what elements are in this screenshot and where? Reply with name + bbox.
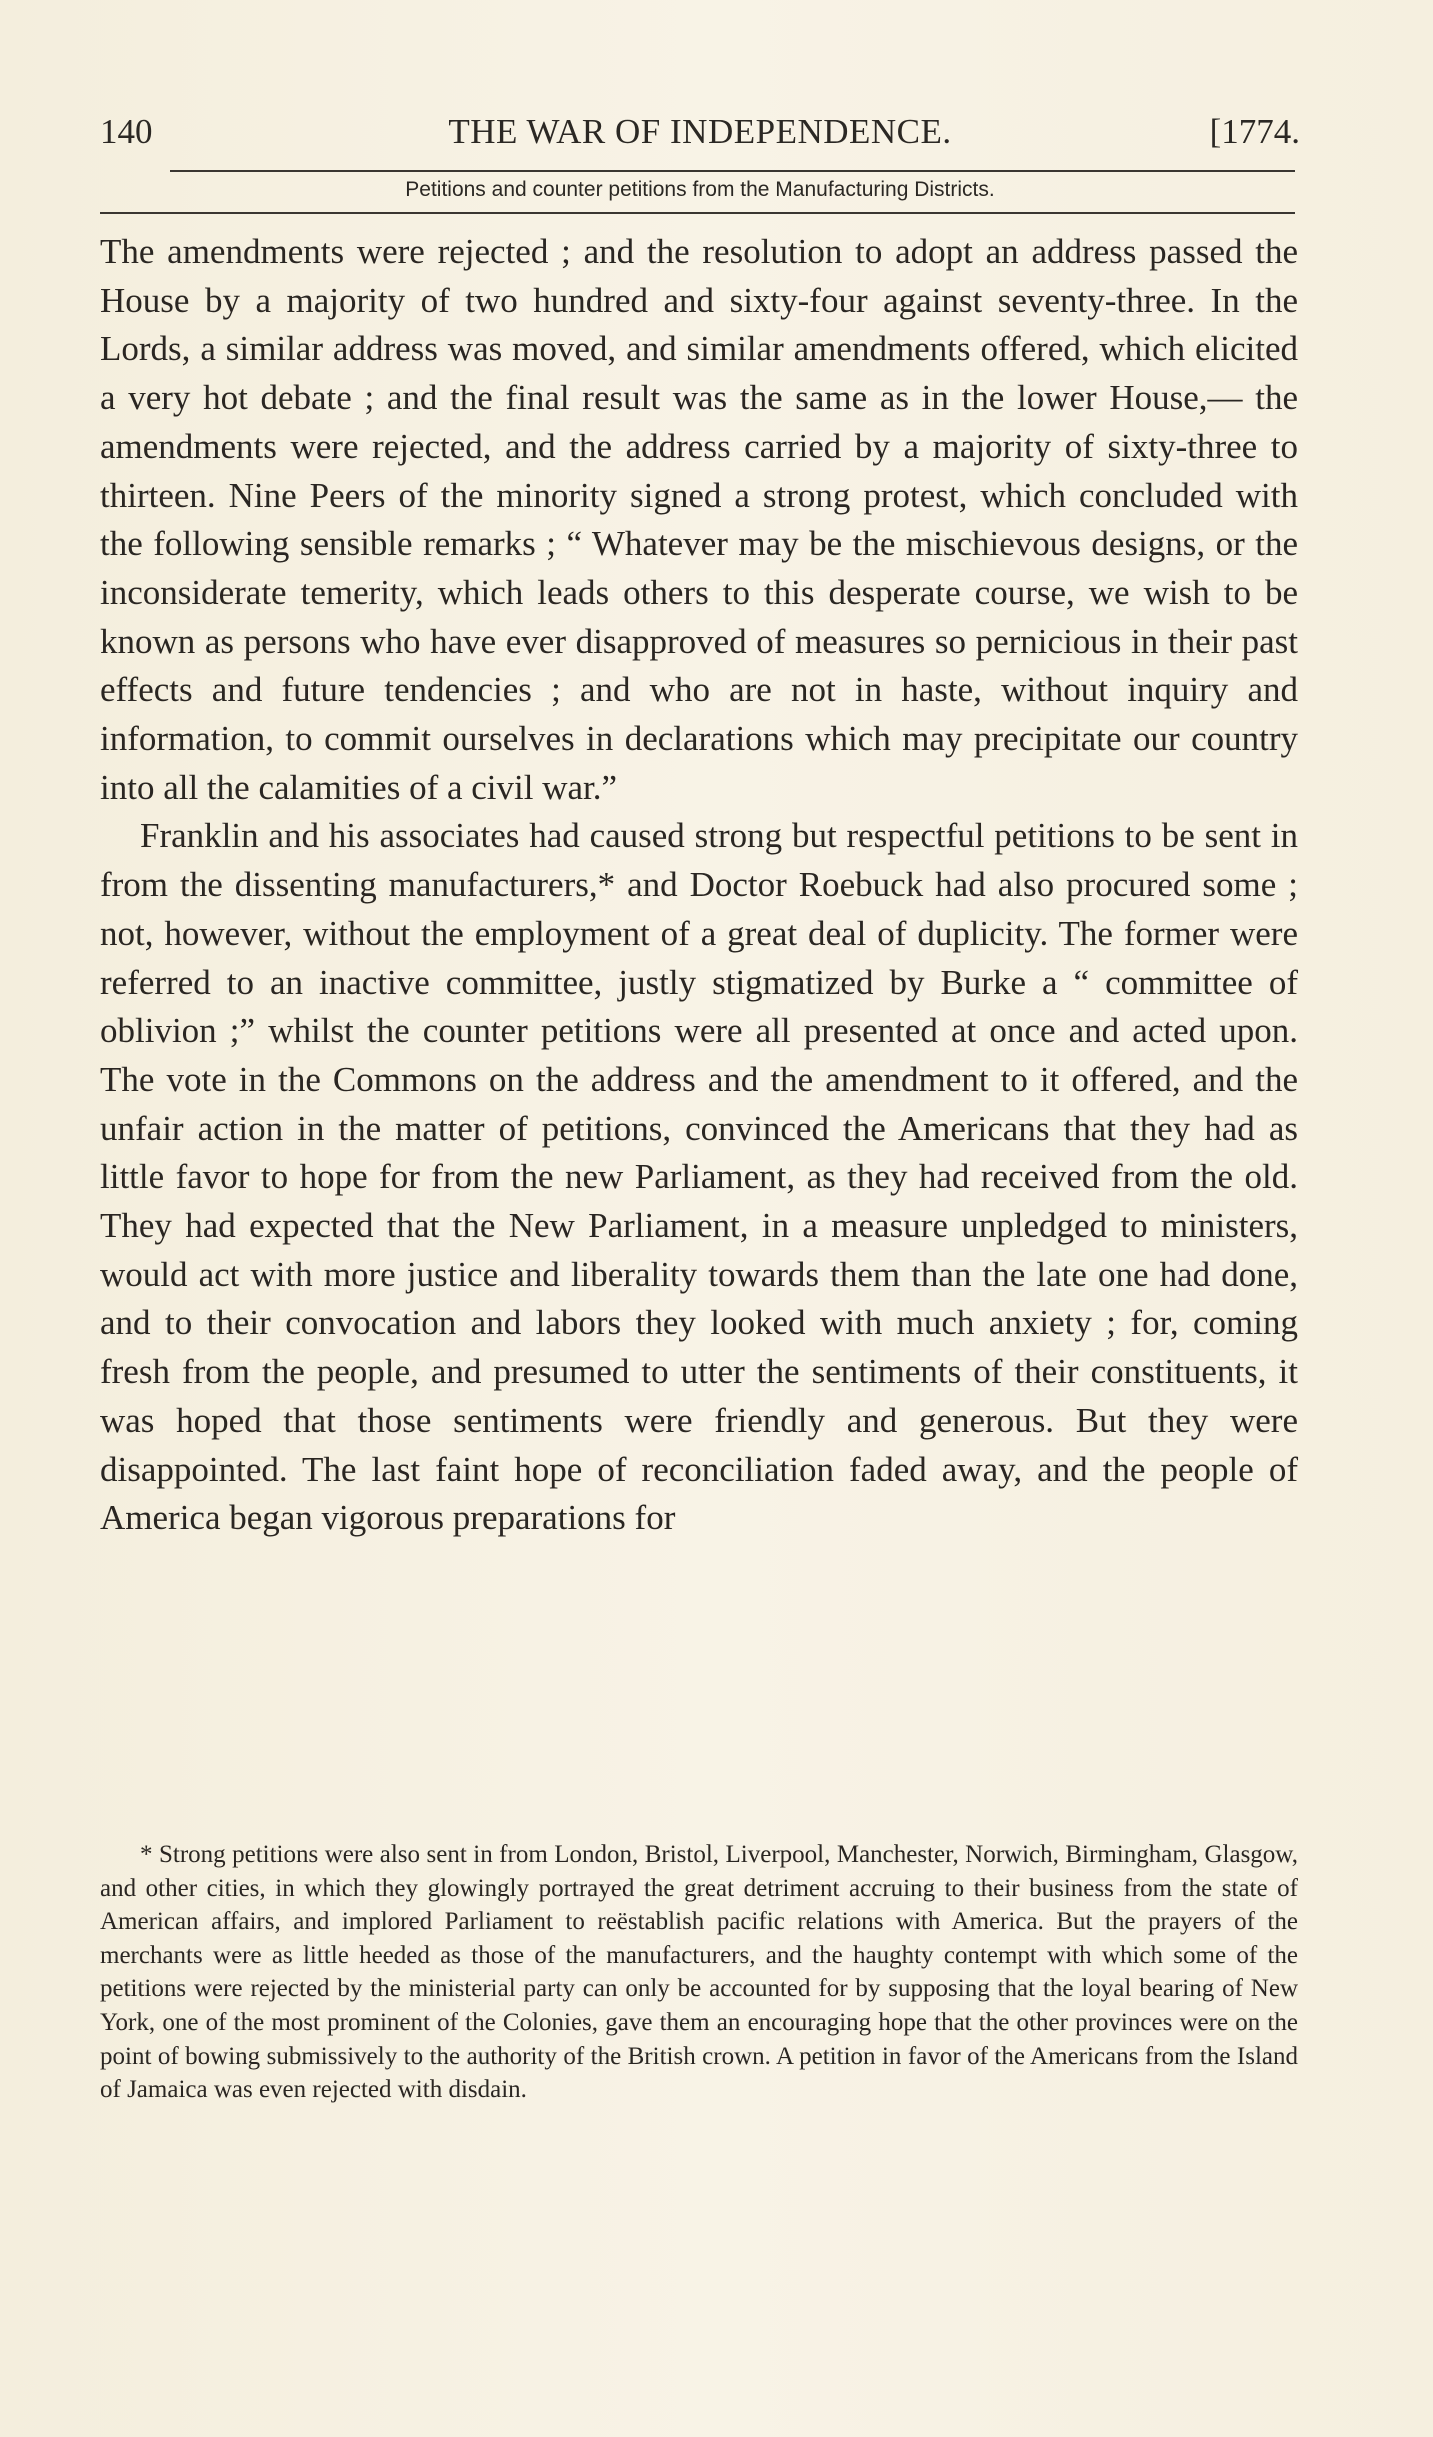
header-rule-bottom [100,212,1295,214]
footnote-text: * Strong petitions were also sent in from London, Bristol, Liverpool, Manchester, Norwich, Birmingham, Glasgow, and other cities, in which they glowingly portrayed the great detriment accruing to their business from the state of American affairs, and implored Parliament to reëstablish pacific relations with America. But the prayers of the merchants were as little heeded as those of the manufacturers, and the haughty contempt with which some of the petitions were rejected by the ministerial party can only be accounted for by supposing that the loyal bearing of New York, one of the most prominent of the Colonies, gave them an encouraging hope that the other provinces were on the point of bowing submissively to the authority of the British crown. A petition in favor of the Americans from the Island of Jamaica was even rejected with disdain. [100,1841,1298,2104]
footnote [100,1838,1298,2107]
paragraph: Franklin and his associates had caused strong but respectful petitions to be sent in from the dissenting manufacturers,* and Doctor Roebuck had also procured some ; not, however, without the employment of a great deal of duplicity. The former were referred to an inactive committee, justly stigmatized by Burke a “ committee of oblivion ;” whilst the counter petitions were all presented at once and acted upon. The vote in the Commons on the address and the amendment to it offered, and the unfair action in the matter of petitions, convinced the Americans that they had as little favor to hope for from the new Parliament, as they had received from the old. They had expected that the New Parliament, in a measure unpledged to ministers, would act with more justice and liberality towards them than the late one had done, and to their convocation and labors they looked with much anxiety ; for, coming fresh from the people, and presumed to utter the sentiments of their constituents, it was hoped that those sentiments were friendly and generous. But they were disappointed. The last faint hope of reconciliation faded away, and the people of America began vigorous preparations for [100,816,1298,1538]
page-number: 140 [100,112,153,151]
running-header [100,112,1300,162]
main-text [100,228,1298,1543]
running-title: THE WAR OF INDEPENDENCE. [448,112,952,151]
section-subheading: Petitions and counter petitions from the Manufacturing Districts. [405,178,995,201]
header-year: [1774. [1209,112,1300,151]
paragraph: The amendments were rejected ; and the resolution to adopt an address passed the House by a majority of two hundred and sixty-four against seventy-three. In the Lords, a similar address was moved, and similar amendments offered, which elicited a very hot debate ; and the final result was the same as in the lower House,— the amendments were rejected, and the address carried by a majority of sixty-three to thirteen. Nine Peers of the minority signed a strong protest, which concluded with the following sensible remarks ; “ Whatever may be the mischievous designs, or the inconsiderate temerity, which leads others to this desperate course, we wish to be known as persons who have ever disapproved of measures so pernicious in their past effects and future tendencies ; and who are not in haste, without inquiry and information, to commit ourselves in declarations which may precipitate our country into all the calamities of a civil war.” [100,232,1298,807]
header-rule-top [170,170,1295,172]
